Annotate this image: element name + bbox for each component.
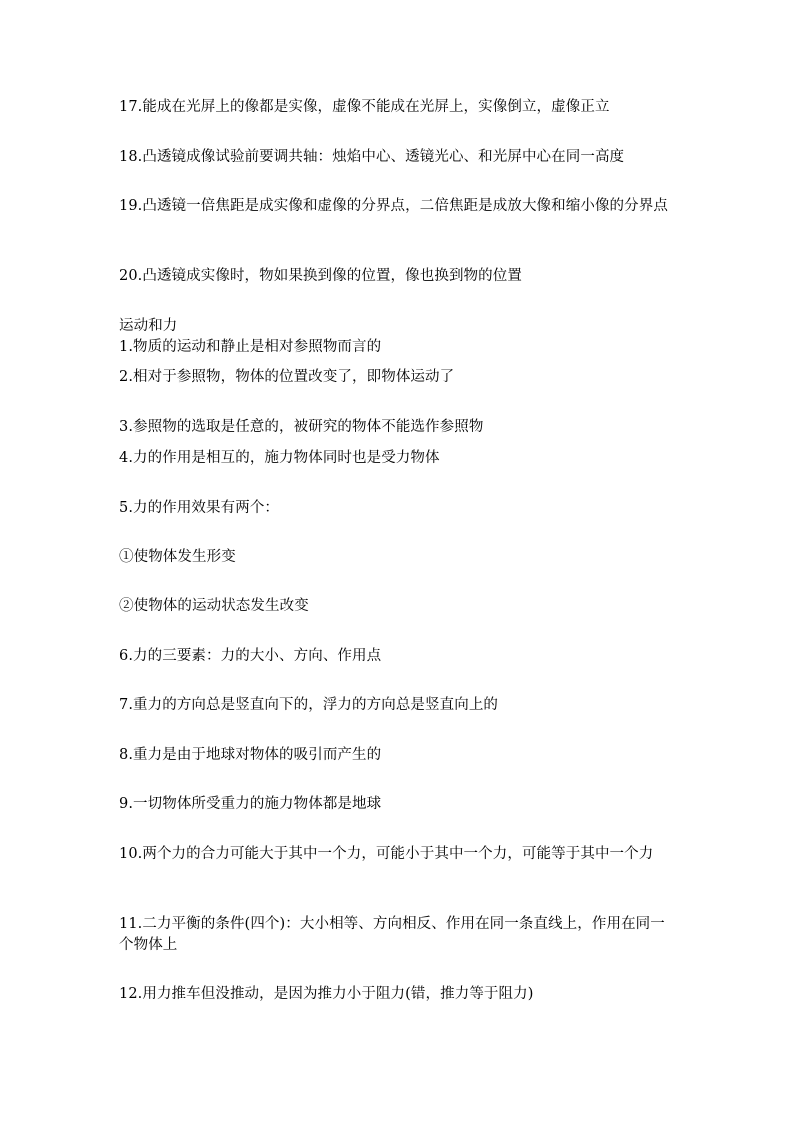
paragraph-7: 7.重力的方向总是竖直向下的，浮力的方向总是竖直向上的 (119, 697, 499, 713)
paragraph-3: 3.参照物的选取是任意的，被研究的物体不能选作参照物 (119, 419, 484, 435)
paragraph-12: 12.用力推车但没推动，是因为推力小于阻力(错，推力等于阻力) (119, 986, 534, 1002)
paragraph-9: 9.一切物体所受重力的施力物体都是地球 (119, 796, 382, 812)
paragraph-8: 8.重力是由于地球对物体的吸引而产生的 (119, 747, 382, 763)
paragraph-11: 11.二力平衡的条件(四个)：大小相等、方向相反、作用在同一条直线上，作用在同一个物体上 (119, 916, 665, 953)
paragraph-19: 19.凸透镜一倍焦距是成实像和虚像的分界点，二倍焦距是成放大像和缩小像的分界点 (119, 198, 668, 214)
paragraph-5: 5.力的作用效果有两个： (119, 500, 280, 516)
paragraph-1: 1.物质的运动和静止是相对参照物而言的 (119, 339, 382, 355)
paragraph-2: 2.相对于参照物，物体的位置改变了，即物体运动了 (119, 369, 455, 385)
section-heading-motion-and-force: 运动和力 (119, 318, 178, 334)
paragraph-6: 6.力的三要素：力的大小、方向、作用点 (119, 648, 382, 664)
paragraph-4: 4.力的作用是相互的，施力物体同时也是受力物体 (119, 450, 440, 466)
paragraph-17: 17.能成在光屏上的像都是实像，虚像不能成在光屏上，实像倒立，虚像正立 (119, 99, 610, 115)
paragraph-20: 20.凸透镜成实像时，物如果换到像的位置，像也换到物的位置 (119, 268, 522, 284)
paragraph-5-item-2: ②使物体的运动状态发生改变 (119, 598, 309, 614)
paragraph-18: 18.凸透镜成像试验前要调共轴：烛焰中心、透镜光心、和光屏中心在同一高度 (119, 149, 625, 165)
paragraph-10: 10.两个力的合力可能大于其中一个力，可能小于其中一个力，可能等于其中一个力 (119, 846, 654, 862)
paragraph-5-item-1: ①使物体发生形变 (119, 549, 236, 565)
